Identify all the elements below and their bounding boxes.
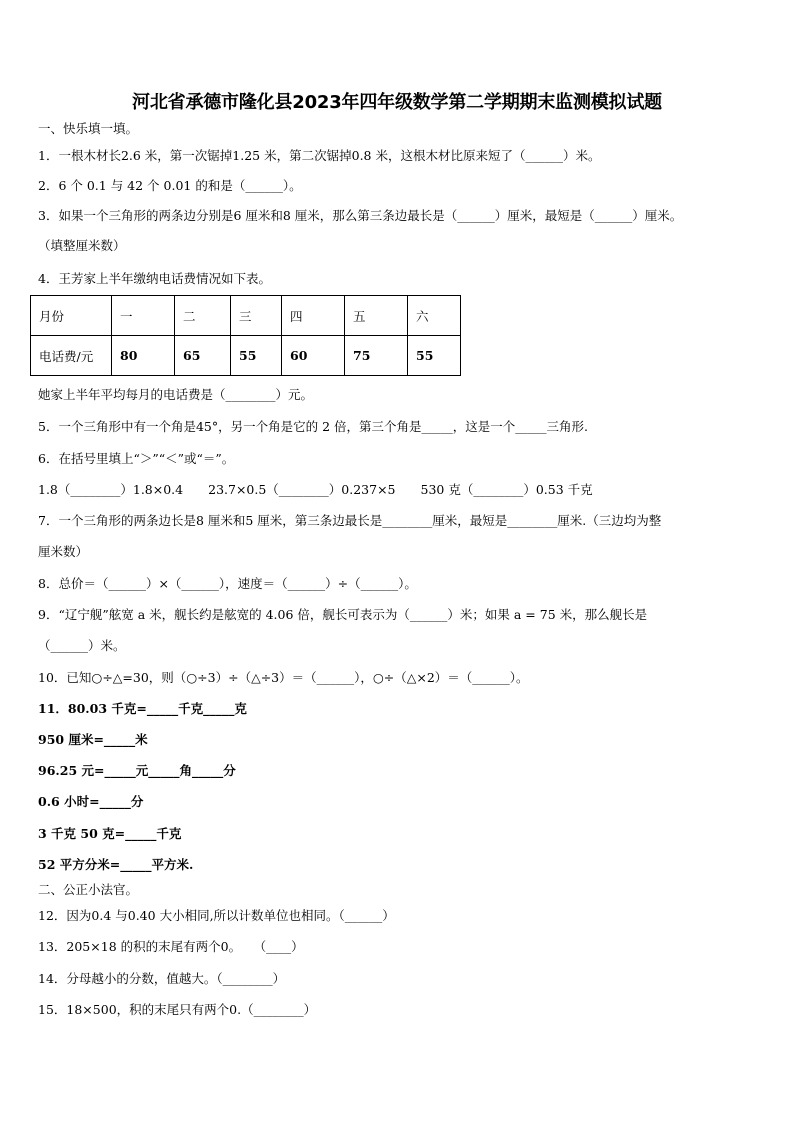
- section-heading-judge: 二、公正小法官。: [38, 882, 139, 897]
- table-cell: 55: [408, 336, 461, 376]
- phone-bill-table: [30, 295, 461, 376]
- table-cell: 80: [112, 336, 175, 376]
- question-8: 8．总价＝（______）×（______），速度＝（______）÷（______）。: [38, 576, 417, 591]
- question-6-items: 1.8（________）1.8×0.4 23.7×0.5（________）0.237×5 530 克（________）0.53 千克: [38, 482, 593, 497]
- question-2: 2．6 个 0.1 与 42 个 0.01 的和是（______）。: [38, 178, 302, 193]
- question-9-cont: （______）米。: [38, 638, 126, 653]
- page-title: 河北省承德市隆化县2023年四年级数学第二学期期末监测模拟试题: [132, 92, 662, 113]
- question-3-note: （填整厘米数）: [38, 238, 126, 253]
- question-7-cont: 厘米数）: [38, 544, 89, 559]
- question-3: 3．如果一个三角形的两条边分别是6 厘米和8 厘米，那么第三条边最长是（______）厘米，最短是（______）厘米。: [38, 208, 683, 223]
- question-7: 7．一个三角形的两条边长是8 厘米和5 厘米，第三条边最长是________厘米，最短是________厘米.（三边均为整: [38, 513, 662, 528]
- table-cell: 75: [345, 336, 408, 376]
- table-cell: 一: [112, 296, 175, 336]
- question-1: 1．一根木材长2.6 米，第一次锯掉1.25 米，第二次锯掉0.8 米，这根木材比原来短了（______）米。: [38, 148, 601, 163]
- question-9: 9．“辽宁舰”舷宽 a 米，舰长约是舷宽的 4.06 倍，舰长可表示为（______）米；如果 a = 75 米，那么舰长是: [38, 607, 648, 622]
- table-cell: 三: [231, 296, 282, 336]
- section-heading-fill: 一、快乐填一填。: [38, 121, 139, 136]
- question-4-followup: 她家上半年平均每月的电话费是（________）元。: [38, 387, 314, 402]
- question-5: 5．一个三角形中有一个角是45°，另一个角是它的 2 倍，第三个角是_____，这是一个_____三角形.: [38, 419, 588, 434]
- table-cell: 月份: [31, 296, 112, 336]
- question-13: 13．205×18 的积的末尾有两个0。 （____）: [38, 939, 304, 954]
- question-11-f: 52 平方分米=_____平方米.: [38, 857, 194, 872]
- table-header-row: [31, 296, 461, 336]
- question-14: 14．分母越小的分数，值越大。（________）: [38, 971, 286, 986]
- table-row: [31, 336, 461, 376]
- table-cell: 55: [231, 336, 282, 376]
- table-cell: 五: [345, 296, 408, 336]
- question-4: 4．王芳家上半年缴纳电话费情况如下表。: [38, 271, 271, 286]
- question-15: 15．18×500，积的末尾只有两个0.（________）: [38, 1002, 317, 1017]
- table-cell: 六: [408, 296, 461, 336]
- table-cell: 四: [282, 296, 345, 336]
- table-cell: 电话费/元: [31, 336, 112, 376]
- question-11-b: 950 厘米=_____米: [38, 732, 148, 747]
- question-11-d: 0.6 小时=_____分: [38, 794, 144, 809]
- table-cell: 60: [282, 336, 345, 376]
- table-cell: 二: [175, 296, 231, 336]
- question-11-e: 3 千克 50 克=_____千克: [38, 826, 182, 841]
- question-11: 11．80.03 千克=_____千克_____克: [38, 701, 247, 716]
- question-6: 6．在括号里填上“＞”“＜”或“＝”。: [38, 451, 235, 466]
- question-10: 10．已知○÷△=30，则（○÷3）÷（△÷3）＝（______），○÷（△×2）＝（______）。: [38, 670, 529, 685]
- question-11-c: 96.25 元=_____元_____角_____分: [38, 763, 236, 778]
- table-cell: 65: [175, 336, 231, 376]
- question-12: 12．因为0.4 与0.40 大小相同,所以计数单位也相同。（______）: [38, 908, 395, 923]
